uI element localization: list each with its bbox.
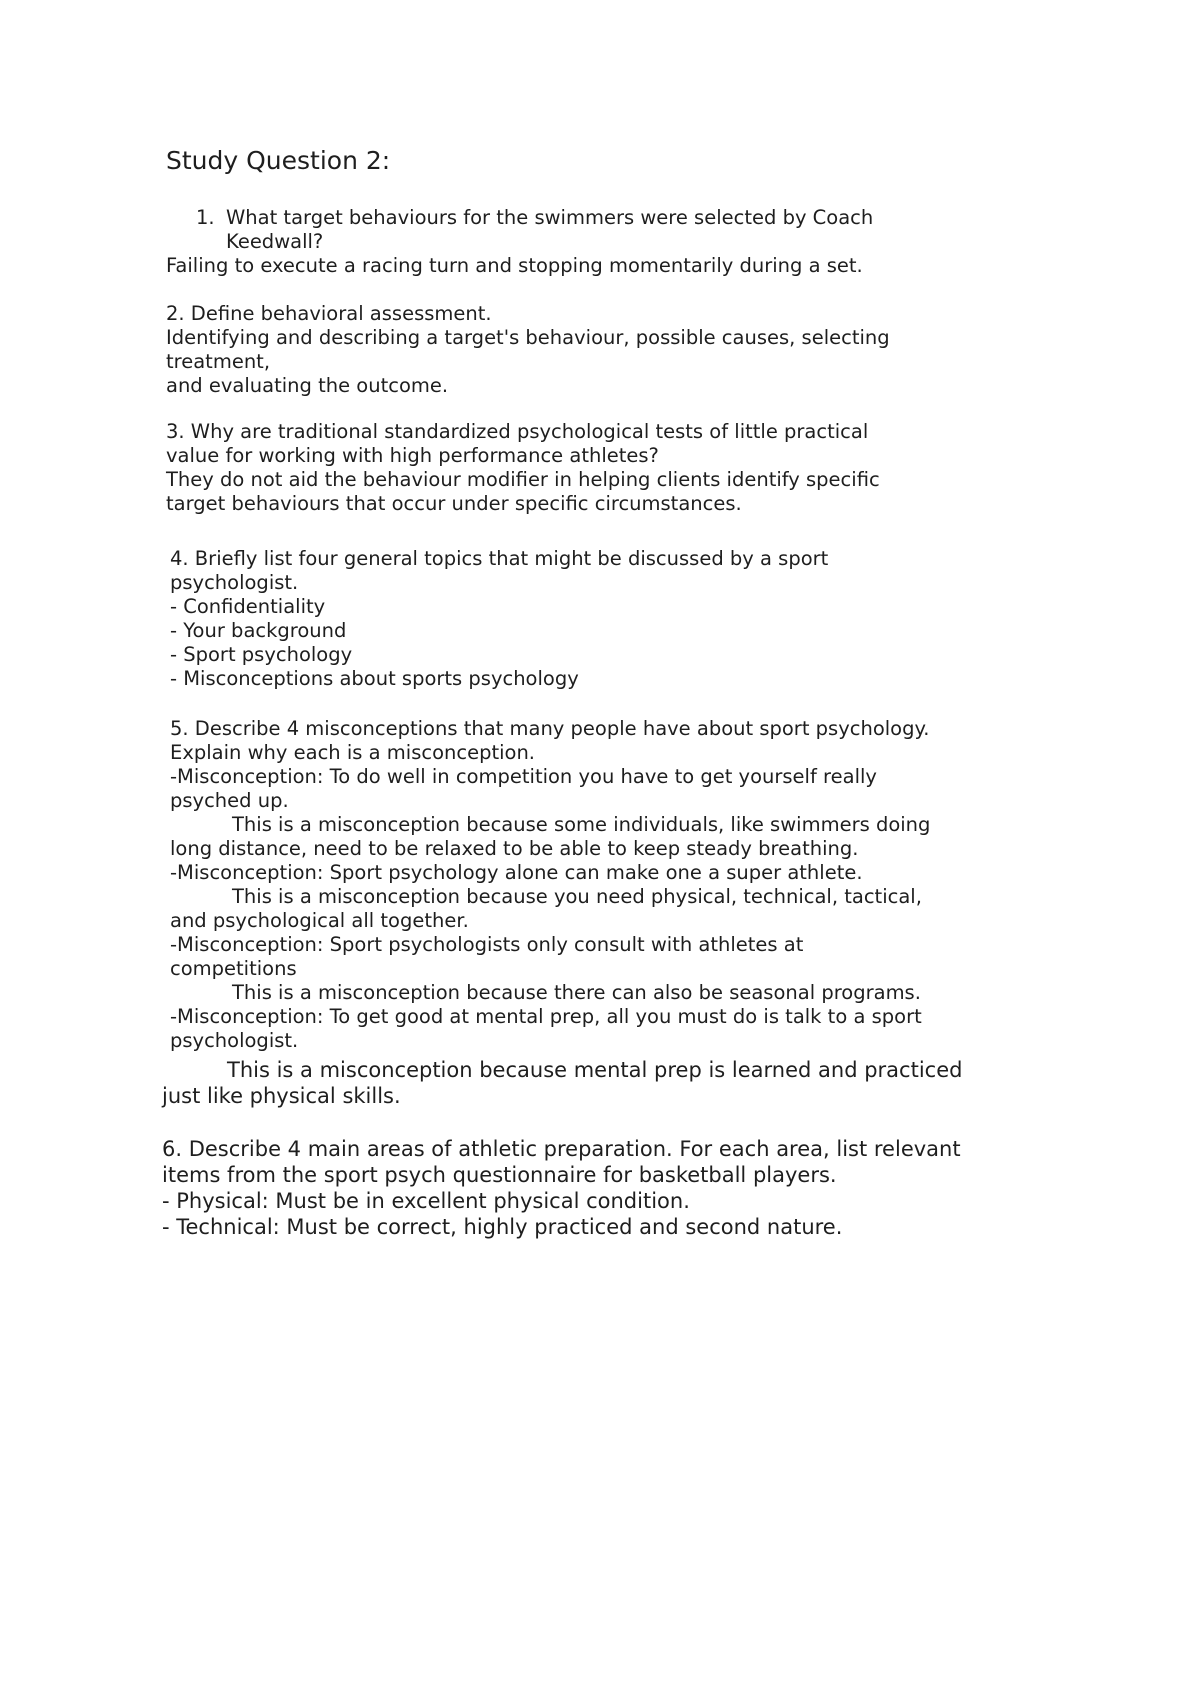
question-2-text: 2. Define behavioral assessment. bbox=[166, 302, 492, 325]
list-item: - Confidentiality bbox=[170, 595, 326, 618]
answer-2-line2: treatment, bbox=[166, 350, 271, 373]
misconception-4-line1: -Misconception: To get good at mental prep, all you must do is talk to a sport bbox=[170, 1005, 922, 1028]
question-3-line2: value for working with high performance athletes? bbox=[166, 444, 659, 467]
list-item: - Sport psychology bbox=[170, 643, 353, 666]
question-4-line1: 4. Briefly list four general topics that might be discussed by a sport bbox=[170, 547, 829, 570]
explanation-2-line2: and psychological all together. bbox=[170, 909, 469, 932]
explanation-3-line1: This is a misconception because there can also be seasonal programs. bbox=[232, 981, 921, 1004]
question-1 bbox=[196, 206, 873, 254]
misconception-1-line2: psyched up. bbox=[170, 789, 289, 812]
explanation-1-line2: long distance, need to be relaxed to be able to keep steady breathing. bbox=[170, 837, 859, 860]
question-4-line2: psychologist. bbox=[170, 571, 299, 594]
answer-3-line1: They do not aid the behaviour modifier in helping clients identify specific bbox=[166, 468, 880, 491]
question-3-line1: 3. Why are traditional standardized psychological tests of little practical bbox=[166, 420, 869, 443]
question-5-line2: Explain why each is a misconception. bbox=[170, 741, 536, 764]
explanation-2-line1: This is a misconception because you need physical, technical, tactical, bbox=[232, 885, 922, 908]
answer-2-line1: Identifying and describing a target's behaviour, possible causes, selecting bbox=[166, 326, 890, 349]
explanation-4-line2: just like physical skills. bbox=[162, 1084, 401, 1108]
question-1-text-line2: Keedwall? bbox=[226, 230, 324, 253]
list-item: - Misconceptions about sports psychology bbox=[170, 667, 579, 690]
answer-1 bbox=[166, 254, 863, 278]
misconception-3-line2: competitions bbox=[170, 957, 297, 980]
page-title: Study Question 2: bbox=[166, 146, 391, 175]
question-4 bbox=[170, 547, 828, 691]
question-6-line2: items from the sport psych questionnaire for basketball players. bbox=[162, 1163, 837, 1187]
misconception-2-line1: -Misconception: Sport psychology alone can make one a super athlete. bbox=[170, 861, 863, 884]
list-item: - Physical: Must be in excellent physical condition. bbox=[162, 1189, 690, 1213]
explanation-4 bbox=[162, 1057, 962, 1109]
question-5-line1: 5. Describe 4 misconceptions that many people have about sport psychology. bbox=[170, 717, 930, 740]
question-1-text-line1: What target behaviours for the swimmers were selected by Coach bbox=[226, 206, 874, 229]
answer-3-line2: target behaviours that occur under specific circumstances. bbox=[166, 492, 742, 515]
answer-2-line3: and evaluating the outcome. bbox=[166, 374, 449, 397]
question-6-line1: 6. Describe 4 main areas of athletic preparation. For each area, list relevant bbox=[162, 1137, 961, 1161]
explanation-1-line1: This is a misconception because some individuals, like swimmers doing bbox=[232, 813, 931, 836]
question-2 bbox=[166, 302, 890, 398]
misconception-3-line1: -Misconception: Sport psychologists only consult with athletes at bbox=[170, 933, 804, 956]
list-item: - Your background bbox=[170, 619, 347, 642]
question-6 bbox=[162, 1136, 961, 1240]
list-item: - Technical: Must be correct, highly practiced and second nature. bbox=[162, 1215, 843, 1239]
question-1-number: 1. bbox=[196, 206, 215, 229]
answer-1-text: Failing to execute a racing turn and stopping momentarily during a set. bbox=[166, 254, 863, 277]
misconception-4-line2: psychologist. bbox=[170, 1029, 299, 1052]
misconception-1-line1: -Misconception: To do well in competition you have to get yourself really bbox=[170, 765, 877, 788]
explanation-4-line1: This is a misconception because mental prep is learned and practiced bbox=[227, 1058, 963, 1082]
question-5 bbox=[170, 717, 930, 1053]
question-3 bbox=[166, 420, 880, 516]
